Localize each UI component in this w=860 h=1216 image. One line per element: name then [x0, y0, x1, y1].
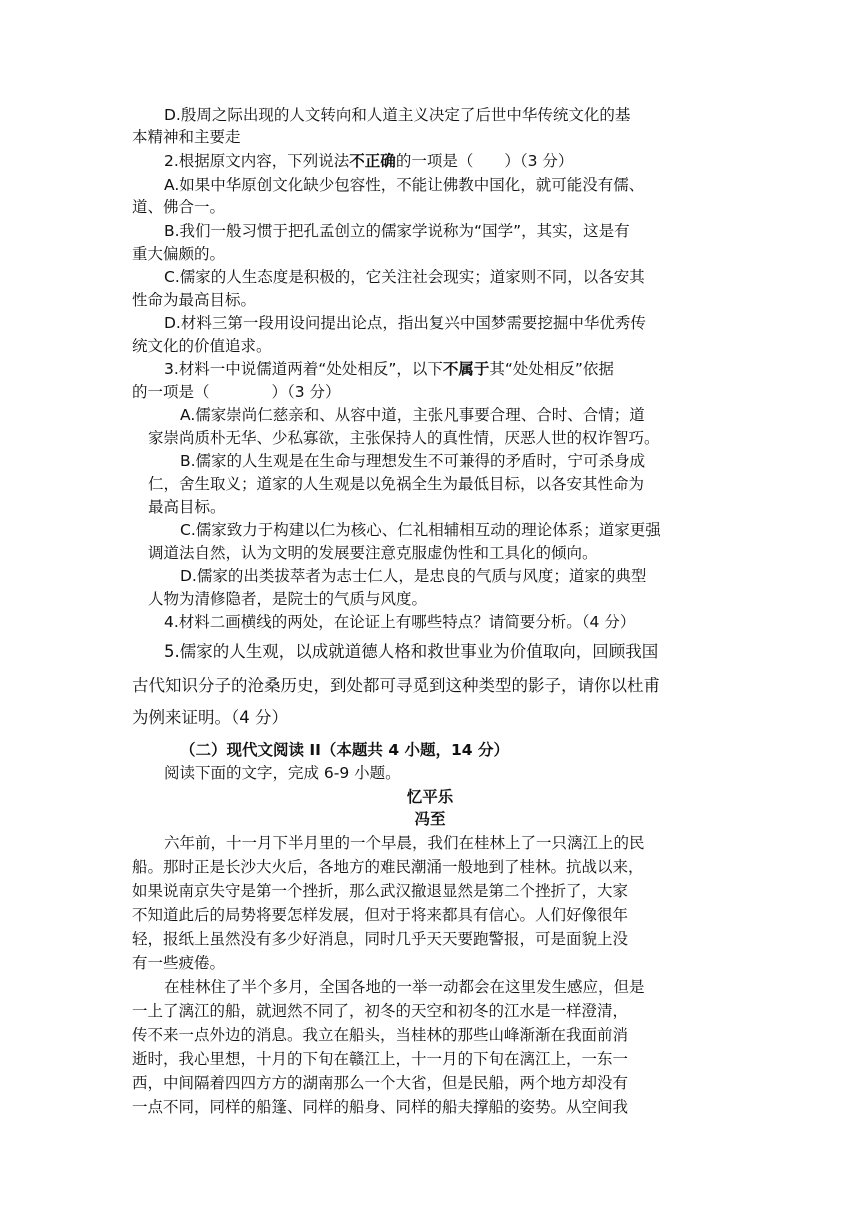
q5-question-line: 为例来证明。（4 分）: [132, 708, 288, 727]
q3-option-b-line: 仁，舍生取义；道家的人生观是以免祸全生为最低目标，以各安其性命为: [148, 475, 645, 493]
q3-stem: 的一项是（ ）（3 分）: [132, 383, 341, 401]
q3-option-b-line: 最高目标。: [148, 498, 226, 516]
q2-option-c-line: C.儒家的人生态度是积极的，它关注社会现实；道家则不同，以各安其: [164, 268, 645, 286]
q3-option-c-line: 调道法自然，认为文明的发展要注意克服虚伪性和工具化的倾向。: [148, 544, 598, 562]
q4-question: 4.材料二画横线的两处，在论证上有哪些特点？请简要分析。（4 分）: [164, 613, 636, 631]
q2-option-d-line: 统文化的价值追求。: [132, 337, 272, 355]
article-paragraph-line: 在桂林住了半个多月，全国各地的一举一动都会在这里发生感应，但是: [164, 978, 645, 996]
q2-option-b-line: 重大偏颇的。: [132, 245, 226, 263]
q2-stem-text: 2.根据原文内容，下列说法: [164, 152, 350, 170]
q5-question-line: 5.儒家的人生观，以成就道德人格和救世事业为价值取向，回顾我国: [164, 642, 659, 661]
q3-stem-text: 3.材料一中说儒道两着“处处相反”，以下: [164, 360, 443, 378]
q2-stem-text: 的一项是（ ）（3 分）: [395, 152, 574, 170]
article-paragraph-line: 一上了漓江的船，就迥然不同了，初冬的天空和初冬的江水是一样澄清，: [132, 1002, 629, 1020]
article-paragraph-line: 西，中间隔着四四方方的湖南那么一个大省，但是民船，两个地方却没有: [132, 1074, 629, 1092]
q2-stem: [164, 150, 573, 172]
article-title: 忆平乐: [406, 788, 454, 806]
article-paragraph-line: 有一些疲倦。: [132, 954, 226, 972]
article-paragraph-line: 传不来一点外边的消息。我立在船头，当桂林的那些山峰渐渐在我面前消: [132, 1026, 629, 1044]
article-author: 冯至: [414, 810, 446, 828]
q1-option-d-line: D.殷周之际出现的人文转向和人道主义决定了后世中华传统文化的基: [164, 106, 631, 124]
section-heading: （二）现代文阅读 II（本题共 4 小题，14 分）: [180, 741, 509, 759]
article-paragraph-line: 不知道此后的局势将要怎样发展，但对于将来都具有信心。人们好像很年: [132, 906, 629, 924]
q1-option-d-line: 本精神和主要走: [132, 128, 241, 146]
q3-option-a-line: 家崇尚质朴无华、少私寡欲，主张保持人的真性情，厌恶人世的权诈智巧。: [148, 429, 660, 447]
article-paragraph-line: 逝时，我心里想，十月的下旬在赣江上，十一月的下旬在漓江上，一东一: [132, 1050, 629, 1068]
q3-option-d-line: D.儒家的出类拔萃者为志士仁人，是忠良的气质与风度；道家的典型: [180, 567, 647, 585]
q2-option-a-line: A.如果中华原创文化缺少包容性，不能让佛教中国化，就可能没有儒、: [164, 176, 645, 194]
article-paragraph-line: 轻，报纸上虽然没有多少好消息，同时几乎天天要跑警报，可是面貌上没: [132, 930, 629, 948]
q3-option-b-line: B.儒家的人生观是在生命与理想发生不可兼得的矛盾时，宁可杀身成: [180, 452, 646, 470]
q2-option-d-line: D.材料三第一段用设问提出论点，指出复兴中国梦需要挖掘中华优秀传: [164, 314, 646, 332]
q2-option-c-line: 性命为最高目标。: [132, 291, 257, 309]
q3-stem-emphasis: 不属于: [442, 360, 490, 378]
article-paragraph-line: 船。那时正是长沙大火后，各地方的难民潮涌一般地到了桂林。抗战以来，: [132, 858, 644, 876]
article-paragraph-line: 六年前，十一月下半月里的一个早晨，我们在桂林上了一只漓江上的民: [164, 834, 645, 852]
q5-question-line: 古代知识分子的沧桑历史，到处都可寻觅到这种类型的影子，请你以杜甫: [132, 676, 660, 695]
q3-stem: [164, 358, 614, 380]
q3-option-a-line: A.儒家崇尚仁慈亲和、从容中道，主张凡事要合理、合时、合情；道: [180, 406, 645, 424]
article-paragraph-line: 一点不同，同样的船篷、同样的船身、同样的船夫撑船的姿势。从空间我: [132, 1098, 629, 1116]
q3-stem-text: 其“处处相反”依据: [489, 360, 614, 378]
q2-option-a-line: 道、佛合一。: [132, 198, 226, 216]
q2-option-b-line: B.我们一般习惯于把孔孟创立的儒家学说称为“国学”，其实，这是有: [164, 222, 630, 240]
section-instruction: 阅读下面的文字，完成 6-9 小题。: [164, 764, 401, 782]
q3-option-c-line: C.儒家致力于构建以仁为核心、仁礼相辅相互动的理论体系；道家更强: [180, 521, 661, 539]
q2-stem-emphasis: 不正确: [349, 152, 396, 170]
article-paragraph-line: 如果说南京失守是第一个挫折，那么武汉撤退显然是第二个挫折了，大家: [132, 882, 629, 900]
q3-option-d-line: 人物为清修隐者，是院士的气质与风度。: [148, 590, 428, 608]
